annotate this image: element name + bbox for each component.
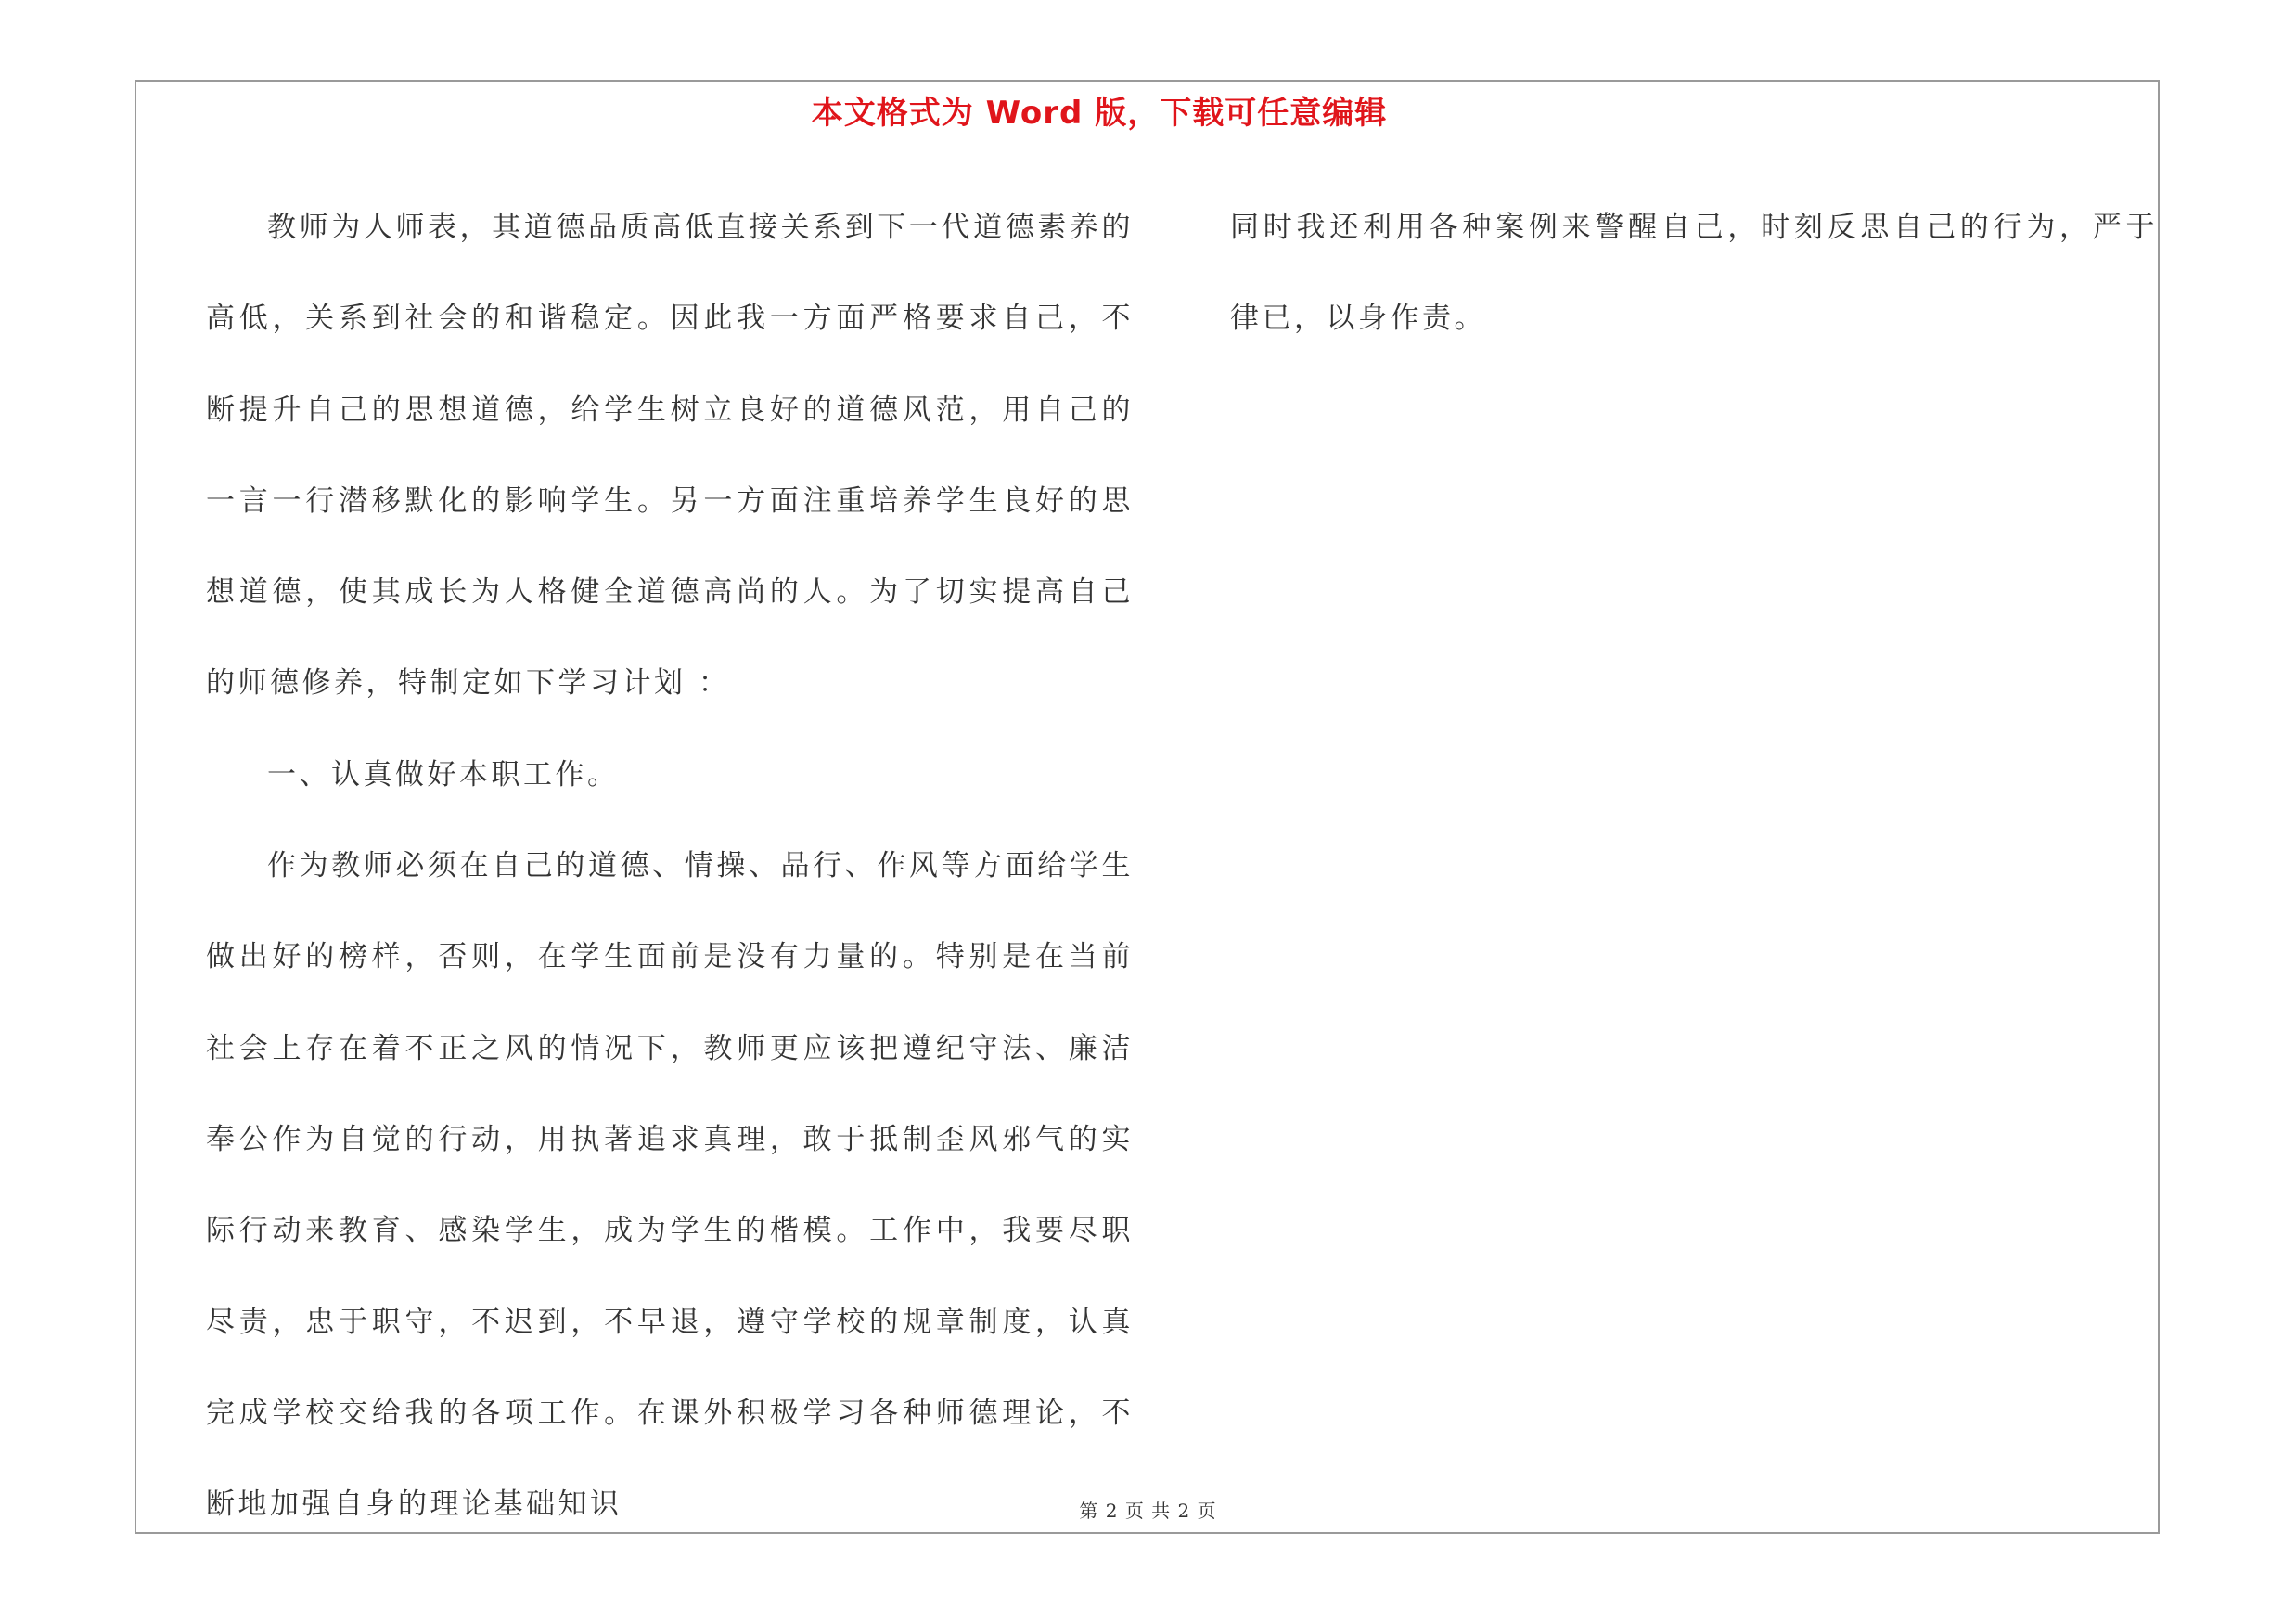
paragraph-intro: 教师为人师表，其道德品质高低直接关系到下一代道德素养的高低，关系到社会的和谐稳定。因此我一方面严格要求自己，不断提升自己的思想道德，给学生树立良好的道德风范，用自己的一言一行潜移默化的影响学生。另一方面注重培养学生良好的思想道德，使其成长为人格健全道德高尚的人。为了切实提高自己的师德修养，特制定如下学习计划 ：: [206, 211, 1134, 701]
paragraph-continuation: 同时我还利用各种案例来警醒自己，时刻反思自己的行为，严于律已，以身作责。: [1230, 211, 2158, 336]
right-text-column: [1230, 182, 2158, 365]
left-text-column: [206, 182, 1134, 1550]
section-heading-1: 一、认真做好本职工作。: [267, 757, 620, 792]
format-banner: 本文格式为 Word 版，下载可任意编辑: [811, 95, 1388, 132]
paragraph-section-1: 作为教师必须在自己的道德、情操、品行、作风等方面给学生做出好的榜样，否则，在学生面前是没有力量的。特别是在当前社会上存在着不正之风的情况下，教师更应该把遵纪守法、廉洁奉公作为自觉的行动，用执著追求真理，敢于抵制歪风邪气的实际行动来教育、感染学生，成为学生的楷模。工作中，我要尽职尽责，忠于职守，不迟到，不早退，遵守学校的规章制度，认真完成学校交给我的各项工作。在课外积极学习各种师德理论，不断地加强自身的理论基础知识: [206, 849, 1134, 1522]
page-number-footer: 第 2 页 共 2 页: [1079, 1500, 1217, 1522]
